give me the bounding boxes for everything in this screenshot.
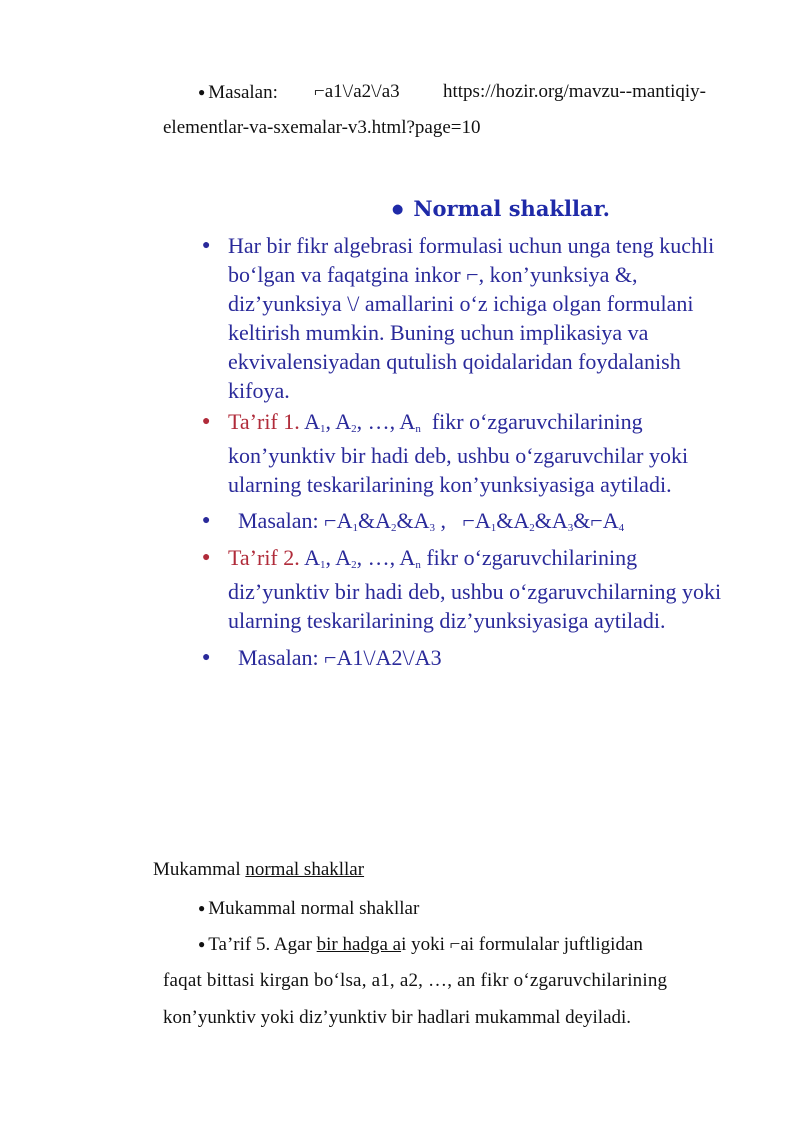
definition-5-link[interactable]: bir hadga a	[316, 934, 402, 955]
slide-title: ● Normal shakllar.	[392, 196, 610, 221]
bullet-dot: ●	[202, 513, 211, 528]
bullet-dot: ●	[202, 650, 211, 665]
bullet-dot: ●	[202, 414, 211, 429]
paragraph-1-line: kifoya.	[228, 378, 290, 403]
source-url-line1[interactable]: https://hozir.org/mavzu--mantiqiy-	[443, 81, 706, 102]
section-heading	[153, 858, 364, 882]
paragraph-1-line: bo‘lgan va faqatgina inkor ⌐, kon’yunksiya &,	[228, 262, 638, 287]
definition-2-text: fikr o‘zgaruvchilarining	[426, 545, 638, 570]
example-2-text: Masalan: ⌐A1\/A2\/A3	[238, 645, 442, 670]
definition-2-line3: ularning teskarilarining diz’yunksiyasiga aytiladi.	[228, 608, 666, 633]
example-label: Masalan:	[208, 82, 278, 103]
variables-formula: $A_1$, $A_2$, …, $A_n$	[304, 409, 421, 435]
definition-2-line2: diz’yunktiv bir hadi deb, ushbu o‘zgaruvchilarning yoki	[228, 579, 722, 604]
source-url-line2[interactable]: elementlar-va-sxemalar-v3.html?page=10	[163, 117, 481, 138]
definition-5-line3: kon’yunktiv yoki diz’yunktiv bir hadlari mukammal deyiladi.	[163, 1007, 632, 1028]
definition-1-line1	[228, 407, 643, 444]
paragraph-1-line: diz’yunksiya \/ amallarini o‘z ichiga olgan formulani	[228, 291, 694, 316]
bullet-dot: ●	[198, 85, 206, 99]
definition-1-line2: kon’yunktiv bir hadi deb, ushbu o‘zgaruvchilar yoki	[228, 443, 689, 468]
example-formula: ⌐a1\/a2\/a3	[314, 81, 400, 102]
definition-5-line1: ● Ta’rif 5. Agar bir hadga ai yoki ⌐ai formulalar juftligidan	[198, 934, 643, 955]
heading-word: Mukammal	[153, 859, 241, 880]
paragraph-1-line: Har bir fikr algebrasi formulasi uchun unga teng kuchli	[228, 233, 715, 258]
paragraph-1-line: ekvivalensiyadan qutulish qoidalaridan foydalanish	[228, 349, 681, 374]
bullet-dot: ●	[202, 238, 211, 253]
definition-1-text: fikr o‘zgaruvchilarining	[431, 409, 643, 434]
definition-2-line1	[228, 543, 637, 580]
heading-link[interactable]: normal shakllar	[245, 859, 365, 880]
definition-2-lead: Ta’rif 2.	[228, 545, 300, 570]
definition-5-line2: faqat bittasi kirgan bo‘lsa, a1, a2, …, an fikr o‘zgaruvchilarining	[163, 970, 668, 991]
slide-paragraph-1	[202, 231, 782, 407]
variables-formula: $A_1$, $A_2$, …, $A_n$	[304, 545, 421, 571]
bullet-dot: ●	[392, 202, 404, 217]
slide-definition-2	[202, 543, 782, 633]
bullet-item-1: ● Mukammal normal shakllar	[198, 898, 420, 919]
paragraph-1-line: keltirish mumkin. Buning uchun implikasiya va	[228, 320, 649, 345]
definition-1-lead: Ta’rif 1.	[228, 409, 300, 434]
bullet-dot: ●	[202, 550, 211, 565]
slide-example-1	[202, 506, 782, 540]
slide-example-2	[202, 643, 782, 677]
example-1-line	[238, 506, 624, 543]
bullet-dot: ●	[198, 901, 206, 915]
example-1-formula: $⌐A_1\&A_2\&A_3$ , $⌐A_1\&A_2\&A_3\&⌐A_4$	[324, 508, 625, 534]
example-1-label: Masalan:	[238, 508, 319, 533]
top-example-line	[198, 80, 278, 105]
bullet-dot: ●	[198, 937, 206, 951]
slide-definition-1	[202, 407, 782, 497]
definition-1-line3: ularning teskarilarining kon’yunksiyasiga aytiladi.	[228, 472, 672, 497]
